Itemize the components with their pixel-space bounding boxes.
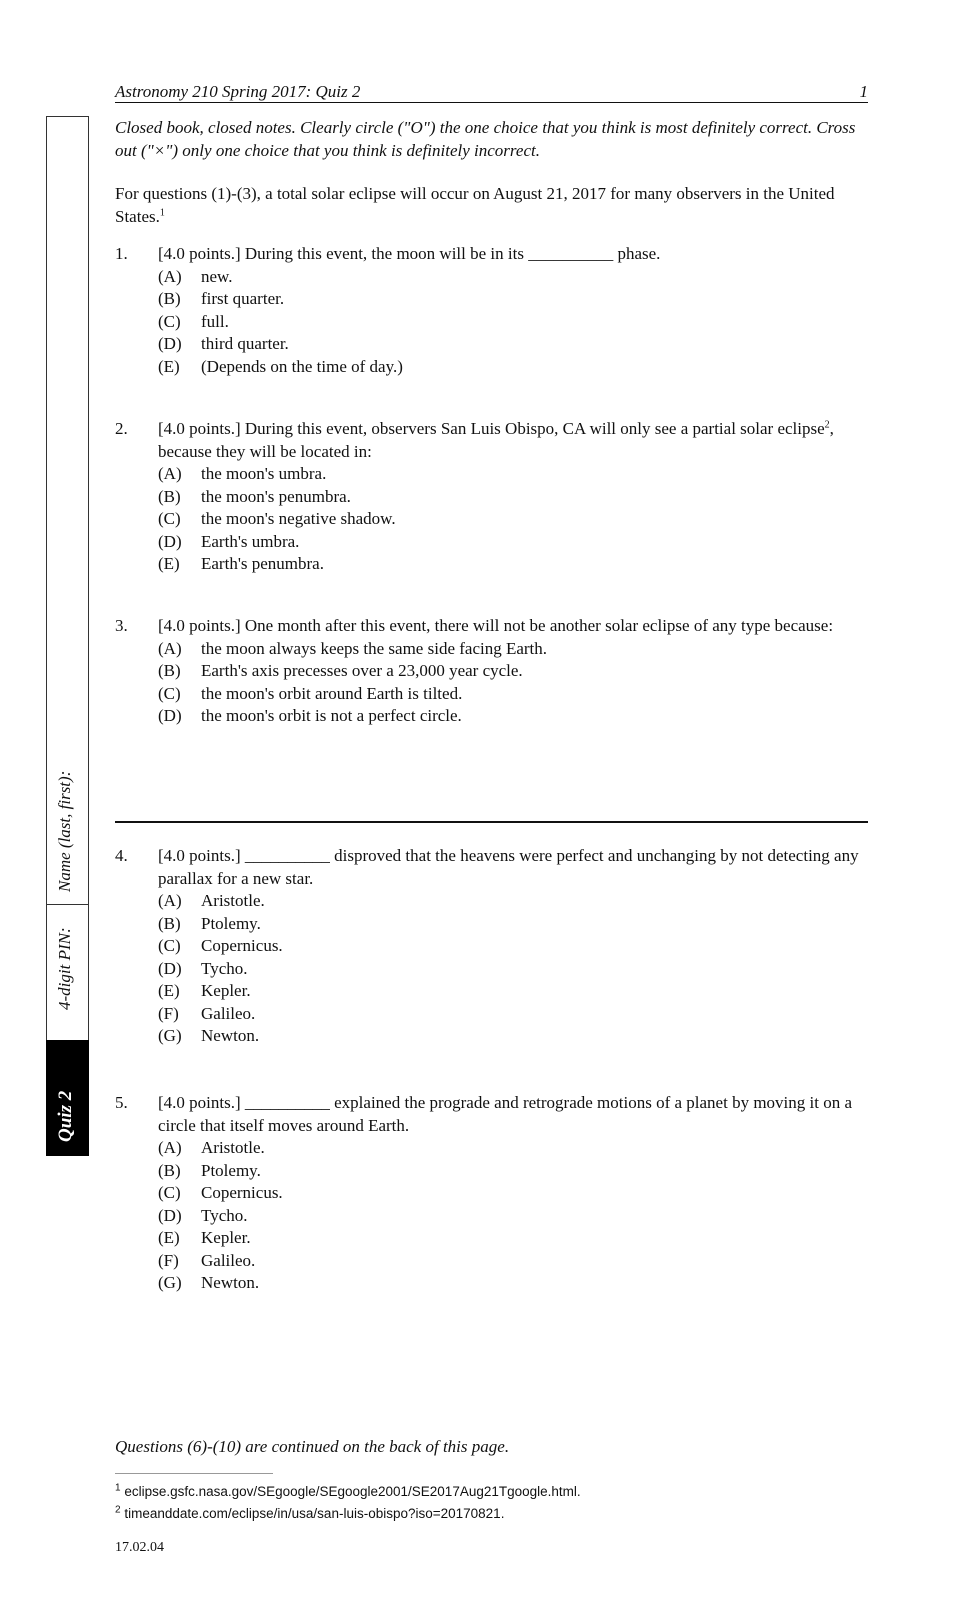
question-number: 1. (115, 244, 128, 263)
footnote-separator (115, 1473, 273, 1474)
choice-d[interactable]: (D) the moon's orbit is not a perfect circle. (158, 706, 462, 725)
choice-f[interactable]: (F) Galileo. (158, 1250, 256, 1270)
choice-b[interactable]: (B) first quarter. (158, 289, 285, 308)
pin-field-label: 4-digit PIN: (55, 927, 74, 1010)
choice-d[interactable]: (D) Tycho. (158, 958, 248, 978)
choice-b[interactable]: (B) Ptolemy. (158, 1160, 261, 1180)
instructions: Closed book, closed notes. Clearly circle ("O") the one choice that you think is most definitely correct. Cross out ("×") only one choice that you think is definitely incorrect. (115, 118, 856, 160)
choice-d[interactable]: (D) Earth's umbra. (158, 531, 300, 551)
choice-e[interactable]: (E) Kepler. (158, 981, 251, 1000)
choice-a[interactable]: (A) Aristotle. (158, 891, 265, 910)
question-number: 3. (115, 616, 128, 635)
question-number: 5. (115, 1093, 128, 1112)
preamble-text: For questions (1)-(3), a total solar eclipse will occur on August 21, 2017 for many observers in the United States. (115, 184, 835, 226)
question-number: 4. (115, 846, 128, 865)
sidebar-divider (47, 904, 88, 905)
choice-a[interactable]: (A) the moon's umbra. (158, 464, 327, 483)
footnote-1: $^1$ eclipse.gsfc.nasa.gov/SEgoogle/SEgoogle2001/SE2017Aug21Tgoogle.html. (115, 1482, 581, 1499)
choice-g[interactable]: (G) Newton. (158, 1026, 260, 1045)
choice-e[interactable]: (E) Earth's penumbra. (158, 554, 324, 573)
question-3 (115, 615, 875, 728)
question-stem: [4.0 points.] During this event, observers San Luis Obispo, CA will only see a partial solar eclipse$^2$, because they will be located in: (158, 419, 834, 461)
quiz-label: Quiz 2 (55, 1090, 76, 1142)
question-5 (115, 1092, 875, 1295)
continued-note: Questions (6)-(10) are continued on the back of this page. (115, 1437, 510, 1456)
choice-c[interactable]: (C) the moon's negative shadow. (158, 509, 396, 528)
choice-e[interactable]: (E) (Depends on the time of day.) (158, 356, 403, 376)
student-info-sidebar (46, 116, 89, 1155)
choice-c[interactable]: (C) the moon's orbit around Earth is tilted. (158, 683, 463, 703)
question-1 (115, 243, 875, 378)
choice-e[interactable]: (E) Kepler. (158, 1228, 251, 1247)
name-field-label: Name (last, first): (55, 770, 74, 892)
question-stem: [4.0 points.] During this event, the moon will be in its __________ phase. (158, 244, 661, 263)
question-stem: [4.0 points.] __________ explained the prograde and retrograde motions of a planet by moving it on a circle that itself moves around Earth. (158, 1093, 853, 1135)
choice-a[interactable]: (A) new. (158, 266, 233, 286)
choice-a[interactable]: (A) the moon always keeps the same side facing Earth. (158, 638, 548, 658)
choice-g[interactable]: (G) Newton. (158, 1273, 260, 1292)
footnote-ref: 1 (159, 207, 165, 219)
choice-c[interactable]: (C) Copernicus. (158, 936, 283, 955)
question-2 (115, 418, 875, 576)
choice-b[interactable]: (B) Ptolemy. (158, 913, 261, 933)
question-number: 2. (115, 419, 128, 438)
choice-c[interactable]: (C) Copernicus. (158, 1183, 283, 1202)
quiz-label-box (46, 1040, 89, 1156)
version-code: 17.02.04 (115, 1540, 164, 1555)
choice-c[interactable]: (C) full. (158, 311, 229, 331)
choice-d[interactable]: (D) Tycho. (158, 1205, 248, 1225)
footnote-2: $^2$ timeanddate.com/eclipse/in/usa/san-luis-obispo?iso=20170821. (115, 1504, 505, 1521)
question-stem: [4.0 points.] __________ disproved that the heavens were perfect and unchanging by not detecting any parallax for a new star. (158, 846, 859, 888)
choice-b[interactable]: (B) Earth's axis precesses over a 23,000 year cycle. (158, 661, 523, 680)
question-stem: [4.0 points.] One month after this event, there will not be another solar eclipse of any type because: (158, 616, 834, 635)
question-4 (115, 845, 875, 1048)
choice-d[interactable]: (D) third quarter. (158, 334, 289, 353)
header-title: Astronomy 210 Spring 2017: Quiz 2 (115, 82, 361, 101)
page-number: 1 (859, 82, 868, 101)
choice-a[interactable]: (A) Aristotle. (158, 1138, 265, 1157)
section-divider (115, 821, 868, 823)
choice-b[interactable]: (B) the moon's penumbra. (158, 486, 351, 506)
preamble (115, 182, 875, 228)
choice-f[interactable]: (F) Galileo. (158, 1003, 256, 1023)
page-header (115, 80, 868, 103)
